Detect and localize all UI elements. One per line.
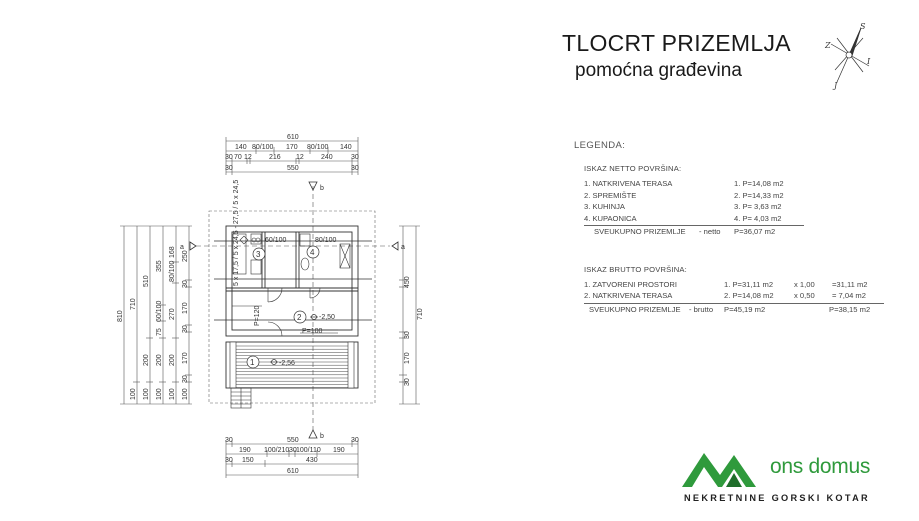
opening-top: 60/100 [265, 237, 287, 244]
dim-bot-r3-1: 150 [242, 457, 254, 464]
dim-left-e-5: 30 [182, 375, 189, 383]
dim-left-e-6: 100 [182, 388, 189, 400]
compass-i: I [867, 57, 871, 66]
dim-left-a-0: 710 [130, 298, 137, 310]
netto-total-label: SVEUKUPNO PRIZEMLJE [594, 227, 686, 236]
brutto-total-result: P=38,15 m2 [829, 304, 871, 314]
room-number-3: 3 [256, 250, 261, 259]
dim-bot-r2-2: 30 [289, 447, 297, 454]
dim-left-c-2: 75 [156, 328, 163, 336]
dim-left-e-1: 30 [182, 280, 189, 288]
dim-bot-r1-0: 30 [225, 437, 233, 444]
stair-note: 5 x 17,5 / 5 x 24,5 - 27,5 / 5 x 24,5 [233, 179, 240, 286]
section-side-left: a [180, 244, 184, 251]
netto-row [584, 214, 894, 226]
dim-left-e-0: 250 [182, 250, 189, 262]
dim-bot-r2-3: 100/110 [296, 447, 321, 454]
netto-table [584, 179, 894, 225]
dim-left-d-2: 270 [169, 308, 176, 320]
dim-top-r2-0: 140 [235, 144, 247, 151]
netto-row-value: 2. P=14,33 m2 [734, 190, 784, 200]
netto-row [584, 202, 894, 214]
room-number-1: 1 [250, 358, 255, 367]
dim-bot-r2-0: 190 [239, 447, 251, 454]
dim-right-a-2: 170 [404, 352, 411, 364]
dim-bot-r2-1: 100/210 [264, 447, 290, 454]
compass-j: J [834, 81, 838, 90]
brutto-total-value: P=45,19 m2 [724, 304, 766, 314]
netto-total-value: P=36,07 m2 [734, 227, 776, 236]
room-number-4: 4 [310, 248, 315, 257]
dim-top-r2-4: 140 [340, 144, 352, 151]
dim-top-r2-1: 80/100 [252, 144, 274, 151]
dim-left-c-4: 100 [156, 388, 163, 400]
netto-row-name: 4. KUPAONICA [584, 213, 637, 223]
level-room-1: -2,56 [279, 360, 295, 367]
netto-total-row [594, 227, 894, 239]
brutto-total-kind: - brutto [689, 304, 714, 314]
brutto-row-factor: x 1,00 [794, 279, 815, 289]
compass-z: Z [825, 41, 831, 50]
dim-right-a-0: 450 [404, 276, 411, 288]
brutto-row-value: 2. P=14,08 m2 [724, 291, 774, 300]
dim-top-r4-0: 30 [225, 165, 233, 172]
dim-bot-r1-2: 30 [351, 437, 359, 444]
dim-left-b-0: 510 [143, 275, 150, 287]
dim-left-c-0: 355 [156, 260, 163, 272]
dim-bot-r1-1: 550 [287, 437, 299, 444]
dim-top-r3-5: 240 [321, 154, 333, 161]
opening-mid: P=100 [302, 328, 323, 335]
dim-left-a-1: 100 [130, 388, 137, 400]
dim-top-r3-0: 30 [225, 154, 233, 161]
brutto-row [584, 291, 894, 303]
dim-left-d-4: 100 [169, 388, 176, 400]
brutto-row-name: 1. ZATVORENI PROSTORI [584, 279, 677, 289]
dim-top-r2-2: 170 [286, 144, 298, 151]
mountain-logo-icon [682, 447, 774, 493]
dim-left-d-1: 80/100 [169, 260, 176, 282]
brutto-row [584, 280, 894, 292]
dim-left-b-2: 100 [143, 388, 150, 400]
brutto-total-label: SVEUKUPNO PRIZEMLJE [589, 304, 681, 314]
dim-top-r4-2: 30 [351, 165, 359, 172]
brutto-row-name: 2. NATKRIVENA TERASA [584, 291, 673, 300]
brutto-row-result: =31,11 m2 [832, 279, 868, 289]
dim-bot-r2-4: 190 [333, 447, 345, 454]
dim-top-r3-6: 30 [351, 154, 359, 161]
room-number-2: 2 [297, 313, 302, 322]
dim-right-b-0: 710 [417, 308, 424, 320]
netto-row-value: 1. P=14,08 m2 [734, 179, 784, 188]
dim-bot-overall: 610 [287, 468, 299, 475]
drawing-subtitle: pomoćna građevina [575, 60, 742, 81]
dim-left-e-4: 170 [182, 352, 189, 364]
compass-s: S [860, 22, 866, 31]
netto-heading: ISKAZ NETTO POVRŠINA: [584, 164, 682, 173]
netto-row-name: 1. NATKRIVENA TERASA [584, 179, 673, 188]
brutto-row-value: 1. P=31,11 m2 [724, 279, 774, 289]
section-mark-top: b [320, 185, 324, 192]
brutto-table [584, 280, 894, 303]
brutto-rule [584, 303, 884, 304]
dim-top-r3-4: 12 [296, 154, 304, 161]
dim-left-c-1: 60/100 [156, 300, 163, 322]
dim-left-e-3: 30 [182, 325, 189, 333]
netto-row-value: 4. P= 4,03 m2 [734, 213, 782, 223]
brutto-total-row [589, 305, 894, 317]
level-room-2: -2,50 [319, 314, 335, 321]
dim-top-r3-2: 12 [244, 154, 252, 161]
dim-bot-r3-0: 30 [225, 457, 233, 464]
brand-tagline: NEKRETNINE GORSKI KOTAR [684, 493, 870, 503]
section-mark-bottom: b [320, 433, 324, 440]
dim-right-a-3: 30 [404, 378, 411, 386]
drawing-title: TLOCRT PRIZEMLJA [562, 30, 791, 56]
dim-top-r4-1: 550 [287, 165, 299, 172]
dim-left-d-0: 168 [169, 246, 176, 258]
dim-top-r3-3: 216 [269, 154, 281, 161]
dim-left-e-2: 170 [182, 302, 189, 314]
dim-left-c-3: 200 [156, 354, 163, 366]
dim-top-r3-1: 70 [234, 154, 242, 161]
netto-row [584, 179, 894, 191]
brutto-row-factor: x 0,50 [794, 291, 815, 300]
dim-left-overall: 810 [117, 310, 124, 322]
netto-row [584, 191, 894, 203]
dim-left-b-1: 200 [143, 354, 150, 366]
section-side-right: a [401, 244, 405, 251]
brutto-heading: ISKAZ BRUTTO POVRŠINA: [584, 264, 687, 274]
opening-side: P=120 [254, 305, 261, 326]
legend-heading: LEGENDA: [574, 140, 626, 151]
brutto-row-result: = 7,04 m2 [832, 291, 866, 300]
dim-right-a-1: 30 [404, 331, 411, 339]
netto-total-kind: - netto [699, 227, 721, 236]
netto-rule [584, 225, 804, 226]
dim-top-overall: 610 [287, 134, 299, 141]
netto-row-name: 3. KUHINJA [584, 202, 625, 211]
dim-left-d-3: 200 [169, 354, 176, 366]
compass-rose-icon [823, 20, 875, 90]
dim-top-r2-3: 80/100 [307, 144, 329, 151]
brand-wordmark: ons domus [770, 455, 871, 478]
dim-bot-r3-2: 430 [306, 457, 318, 464]
netto-row-name: 2. SPREMIŠTE [584, 190, 637, 200]
netto-row-value: 3. P= 3,63 m2 [734, 202, 782, 211]
legend-panel [574, 140, 894, 316]
brand-logo [682, 447, 902, 507]
opening-kitchen: 80/100 [315, 237, 337, 244]
